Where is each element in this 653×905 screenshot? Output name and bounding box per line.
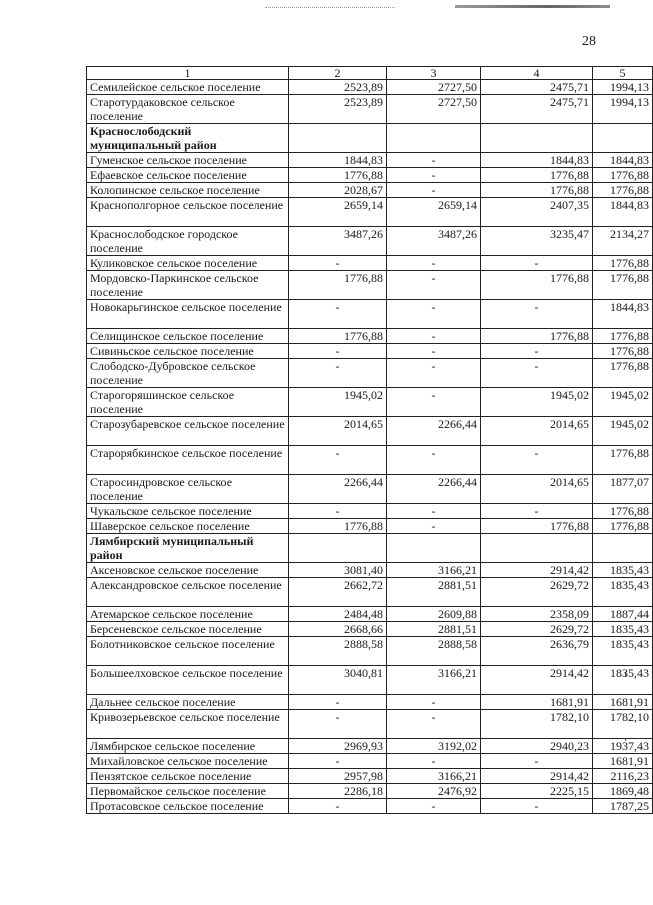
value-cell-col-2: 2028,67 — [289, 183, 387, 198]
value-cell-col-4: 1844,83 — [481, 153, 593, 168]
settlement-name-cell: Новокарьгинское сельское поселение — [87, 300, 289, 329]
value-cell-col-2: 1945,02 — [289, 388, 387, 417]
value-cell-col-5: 1776,88 — [593, 183, 653, 198]
value-cell-col-3: 3166,21 — [387, 769, 481, 784]
value-cell-col-4: 2014,65 — [481, 417, 593, 446]
value-cell-col-4: - — [481, 359, 593, 388]
value-cell-col-5: 1844,83 — [593, 300, 653, 329]
value-cell-col-4: 2475,71 — [481, 80, 593, 95]
district-name-cell: Краснослободский муниципальный район — [87, 124, 289, 153]
value-cell-col-5: 1945,02 — [593, 388, 653, 417]
value-cell-col-4: 2629,72 — [481, 578, 593, 607]
value-cell-col-3: - — [387, 256, 481, 271]
value-cell-col-5: 1835,43 — [593, 622, 653, 637]
value-cell-col-3: - — [387, 183, 481, 198]
value-cell-col-2: - — [289, 504, 387, 519]
value-cell-col-3: 2888,58 — [387, 637, 481, 666]
value-cell-col-3: 3487,26 — [387, 227, 481, 256]
value-cell-col-4: 2225,15 — [481, 784, 593, 799]
value-cell-col-2: 2659,14 — [289, 198, 387, 227]
settlement-name-cell: Мордовско-Паркинское сельское поселение — [87, 271, 289, 300]
value-cell-col-4: 1776,88 — [481, 519, 593, 534]
value-cell-col-4: 2358,09 — [481, 607, 593, 622]
value-cell-col-3: 2476,92 — [387, 784, 481, 799]
table-header-row — [87, 67, 653, 80]
table-row — [87, 95, 653, 124]
value-cell-col-5: 1844,83 — [593, 198, 653, 227]
settlement-name-cell: Семилейское сельское поселение — [87, 80, 289, 95]
settlement-name-cell: Ефаевское сельское поселение — [87, 168, 289, 183]
value-cell-col-3: - — [387, 710, 481, 739]
value-cell-col-3: - — [387, 329, 481, 344]
settlement-name-cell: Атемарское сельское поселение — [87, 607, 289, 622]
settlement-name-cell: Кривозерьевское сельское поселение — [87, 710, 289, 739]
value-cell-col-2: 2523,89 — [289, 80, 387, 95]
value-cell-col-2: 2523,89 — [289, 95, 387, 124]
value-cell-col-3: - — [387, 504, 481, 519]
district-header-row — [87, 124, 653, 153]
value-cell-col-3: 2659,14 — [387, 198, 481, 227]
table-row — [87, 475, 653, 504]
value-cell-col-3 — [387, 534, 481, 563]
value-cell-col-2: 2662,72 — [289, 578, 387, 607]
value-cell-col-2: 1844,83 — [289, 153, 387, 168]
value-cell-col-2: 2668,66 — [289, 622, 387, 637]
value-cell-col-5: 1776,88 — [593, 256, 653, 271]
settlement-name-cell: Большеелховское сельское поселение — [87, 666, 289, 695]
column-header: 4 — [481, 67, 593, 80]
value-cell-col-4 — [481, 124, 593, 153]
table-row — [87, 739, 653, 754]
value-cell-col-3: - — [387, 168, 481, 183]
settlement-name-cell: Старосиндровское сельское поселение — [87, 475, 289, 504]
value-cell-col-4: 3235,47 — [481, 227, 593, 256]
value-cell-col-2: 2888,58 — [289, 637, 387, 666]
value-cell-col-3: - — [387, 754, 481, 769]
settlement-name-cell: Краснослободское городское поселение — [87, 227, 289, 256]
value-cell-col-4: - — [481, 446, 593, 475]
value-cell-col-4: - — [481, 754, 593, 769]
value-cell-col-5: 1869,48 — [593, 784, 653, 799]
value-cell-col-4: 2914,42 — [481, 666, 593, 695]
value-cell-col-4: 2475,71 — [481, 95, 593, 124]
settlement-name-cell: Аксеновское сельское поселение — [87, 563, 289, 578]
value-cell-col-4: 2407,35 — [481, 198, 593, 227]
value-cell-col-3: 2881,51 — [387, 622, 481, 637]
value-cell-col-3: 2727,50 — [387, 95, 481, 124]
table-row — [87, 417, 653, 446]
value-cell-col-3: 3166,21 — [387, 563, 481, 578]
value-cell-col-2: - — [289, 446, 387, 475]
table-row — [87, 578, 653, 607]
scan-artifact-top-right — [455, 5, 610, 8]
value-cell-col-4: 1945,02 — [481, 388, 593, 417]
page-number: 28 — [582, 34, 596, 49]
value-cell-col-3: - — [387, 153, 481, 168]
value-cell-col-3: 3166,21 — [387, 666, 481, 695]
settlement-name-cell: Сивиньское сельское поселение — [87, 344, 289, 359]
table-row — [87, 637, 653, 666]
value-cell-col-2: 3487,26 — [289, 227, 387, 256]
table-row — [87, 622, 653, 637]
table-row — [87, 329, 653, 344]
value-cell-col-4: - — [481, 799, 593, 814]
table-row — [87, 80, 653, 95]
table-row — [87, 563, 653, 578]
value-cell-col-4: 1681,91 — [481, 695, 593, 710]
settlement-name-cell: Гуменское сельское поселение — [87, 153, 289, 168]
value-cell-col-4: 2914,42 — [481, 563, 593, 578]
column-header: 3 — [387, 67, 481, 80]
value-cell-col-3: - — [387, 799, 481, 814]
settlement-name-cell: Берсеневское сельское поселение — [87, 622, 289, 637]
value-cell-col-2: 1776,88 — [289, 271, 387, 300]
value-cell-col-4: - — [481, 256, 593, 271]
settlement-name-cell: Куликовское сельское поселение — [87, 256, 289, 271]
value-cell-col-2: - — [289, 359, 387, 388]
settlement-name-cell: Дальнее сельское поселение — [87, 695, 289, 710]
value-cell-col-3: - — [387, 388, 481, 417]
value-cell-col-2: 2266,44 — [289, 475, 387, 504]
value-cell-col-5: 2116,23 — [593, 769, 653, 784]
table-row — [87, 710, 653, 739]
value-cell-col-5 — [593, 124, 653, 153]
value-cell-col-3: 2266,44 — [387, 475, 481, 504]
value-cell-col-5: 1994,13 — [593, 80, 653, 95]
value-cell-col-4: 1782,10 — [481, 710, 593, 739]
value-cell-col-2: - — [289, 695, 387, 710]
column-header: 5 — [593, 67, 653, 80]
table-row — [87, 359, 653, 388]
table-row — [87, 183, 653, 198]
value-cell-col-3 — [387, 124, 481, 153]
value-cell-col-5: 1844,83 — [593, 153, 653, 168]
value-cell-col-2: 2014,65 — [289, 417, 387, 446]
value-cell-col-5 — [593, 534, 653, 563]
table-row — [87, 607, 653, 622]
settlement-name-cell: Болотниковское сельское поселение — [87, 637, 289, 666]
value-cell-col-5: 1835,43 — [593, 637, 653, 666]
value-cell-col-2: 3040,81 — [289, 666, 387, 695]
settlement-name-cell: Чукальское сельское поселение — [87, 504, 289, 519]
table-row — [87, 300, 653, 329]
settlement-name-cell: Старогоряшинское сельское поселение — [87, 388, 289, 417]
value-cell-col-3: - — [387, 300, 481, 329]
settlement-name-cell: Краснополгорное сельское поселение — [87, 198, 289, 227]
value-cell-col-5: 1787,25 — [593, 799, 653, 814]
value-cell-col-5: 1835,43 — [593, 563, 653, 578]
value-cell-col-2: 3081,40 — [289, 563, 387, 578]
value-cell-col-5: 1877,07 — [593, 475, 653, 504]
value-cell-col-3: 3192,02 — [387, 739, 481, 754]
value-cell-col-4 — [481, 534, 593, 563]
settlement-name-cell: Михайловское сельское поселение — [87, 754, 289, 769]
value-cell-col-4: 2940,23 — [481, 739, 593, 754]
settlement-name-cell: Старотурдаковское сельское поселение — [87, 95, 289, 124]
value-cell-col-5: 1937,43 — [593, 739, 653, 754]
settlement-name-cell: Слободско-Дубровское сельское поселение — [87, 359, 289, 388]
table-row — [87, 271, 653, 300]
value-cell-col-4: - — [481, 504, 593, 519]
value-cell-col-5: 1776,88 — [593, 519, 653, 534]
settlement-name-cell: Первомайское сельское поселение — [87, 784, 289, 799]
settlement-name-cell: Протасовское сельское поселение — [87, 799, 289, 814]
tariff-table — [86, 66, 653, 814]
settlement-name-cell: Лямбирское сельское поселение — [87, 739, 289, 754]
value-cell-col-3: 2727,50 — [387, 80, 481, 95]
column-header: 2 — [289, 67, 387, 80]
settlement-name-cell: Александровское сельское поселение — [87, 578, 289, 607]
scan-artifact-top-left — [265, 7, 395, 10]
value-cell-col-2: 2969,93 — [289, 739, 387, 754]
value-cell-col-5: 1776,88 — [593, 359, 653, 388]
table-row — [87, 227, 653, 256]
value-cell-col-5: 1835,43 — [593, 666, 653, 695]
value-cell-col-4: - — [481, 300, 593, 329]
value-cell-col-2: - — [289, 799, 387, 814]
value-cell-col-3: 2881,51 — [387, 578, 481, 607]
table-row — [87, 388, 653, 417]
value-cell-col-5: 1994,13 — [593, 95, 653, 124]
value-cell-col-2 — [289, 534, 387, 563]
table-row — [87, 799, 653, 814]
value-cell-col-4: 2636,79 — [481, 637, 593, 666]
settlement-name-cell: Колопинское сельское поселение — [87, 183, 289, 198]
value-cell-col-3: - — [387, 359, 481, 388]
value-cell-col-5: 1681,91 — [593, 754, 653, 769]
value-cell-col-3: 2609,88 — [387, 607, 481, 622]
settlement-name-cell: Старорябкинское сельское поселение — [87, 446, 289, 475]
value-cell-col-4: - — [481, 344, 593, 359]
value-cell-col-3: 2266,44 — [387, 417, 481, 446]
settlement-name-cell: Шаверское сельское поселение — [87, 519, 289, 534]
value-cell-col-2: - — [289, 300, 387, 329]
value-cell-col-5: 1835,43 — [593, 578, 653, 607]
value-cell-col-5: 1681,91 — [593, 695, 653, 710]
value-cell-col-2: 1776,88 — [289, 519, 387, 534]
value-cell-col-4: 1776,88 — [481, 329, 593, 344]
value-cell-col-4: 1776,88 — [481, 168, 593, 183]
table-row — [87, 769, 653, 784]
settlement-name-cell: Пензятское сельское поселение — [87, 769, 289, 784]
value-cell-col-5: 2134,27 — [593, 227, 653, 256]
value-cell-col-5: 1776,88 — [593, 168, 653, 183]
table-row — [87, 754, 653, 769]
value-cell-col-3: - — [387, 446, 481, 475]
value-cell-col-4: 2914,42 — [481, 769, 593, 784]
district-name-cell: Лямбирский муниципальный район — [87, 534, 289, 563]
table-row — [87, 446, 653, 475]
value-cell-col-5: 1776,88 — [593, 344, 653, 359]
value-cell-col-2: - — [289, 710, 387, 739]
value-cell-col-2: 2957,98 — [289, 769, 387, 784]
table-row — [87, 198, 653, 227]
value-cell-col-4: 1776,88 — [481, 271, 593, 300]
table-row — [87, 153, 653, 168]
value-cell-col-3: - — [387, 695, 481, 710]
value-cell-col-2: 2286,18 — [289, 784, 387, 799]
value-cell-col-5: 1945,02 — [593, 417, 653, 446]
table-row — [87, 784, 653, 799]
value-cell-col-3: - — [387, 519, 481, 534]
value-cell-col-2: 2484,48 — [289, 607, 387, 622]
value-cell-col-5: 1887,44 — [593, 607, 653, 622]
value-cell-col-5: 1776,88 — [593, 446, 653, 475]
value-cell-col-3: - — [387, 344, 481, 359]
value-cell-col-4: 2014,65 — [481, 475, 593, 504]
value-cell-col-2: - — [289, 754, 387, 769]
table-row — [87, 168, 653, 183]
table-row — [87, 519, 653, 534]
table-row — [87, 695, 653, 710]
value-cell-col-5: 1776,88 — [593, 504, 653, 519]
table-row — [87, 256, 653, 271]
table-row — [87, 504, 653, 519]
value-cell-col-4: 1776,88 — [481, 183, 593, 198]
value-cell-col-5: 1782,10 — [593, 710, 653, 739]
value-cell-col-4: 2629,72 — [481, 622, 593, 637]
column-header: 1 — [87, 67, 289, 80]
table-row — [87, 666, 653, 695]
value-cell-col-2: - — [289, 344, 387, 359]
table-row — [87, 344, 653, 359]
value-cell-col-3: - — [387, 271, 481, 300]
settlement-name-cell: Селищинское сельское поселение — [87, 329, 289, 344]
district-header-row — [87, 534, 653, 563]
value-cell-col-5: 1776,88 — [593, 329, 653, 344]
value-cell-col-2: 1776,88 — [289, 168, 387, 183]
value-cell-col-2 — [289, 124, 387, 153]
value-cell-col-5: 1776,88 — [593, 271, 653, 300]
value-cell-col-2: 1776,88 — [289, 329, 387, 344]
value-cell-col-2: - — [289, 256, 387, 271]
settlement-name-cell: Старозубаревское сельское поселение — [87, 417, 289, 446]
